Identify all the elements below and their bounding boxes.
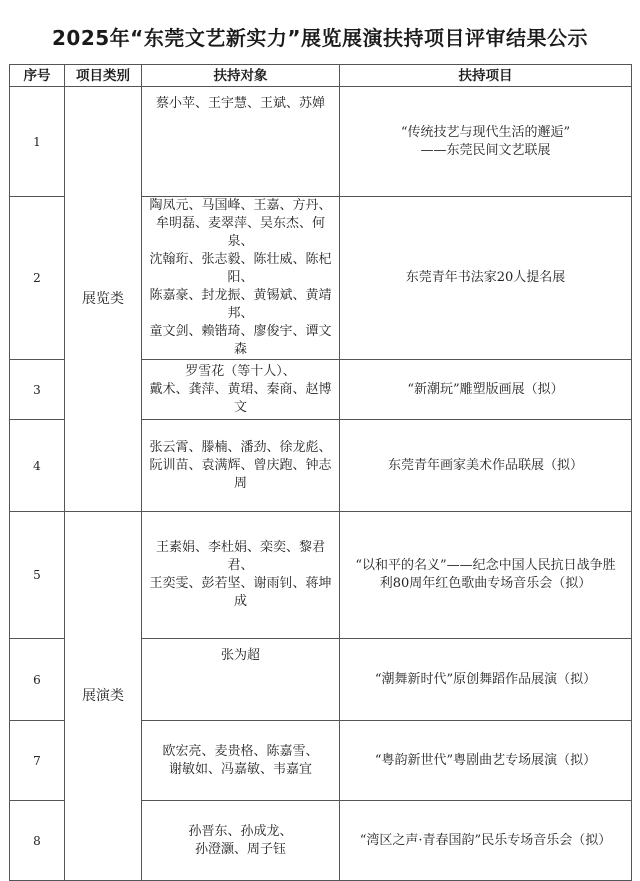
- results-table: [9, 64, 632, 881]
- category-exhibition: 展览类: [65, 87, 142, 512]
- header-recipients: 扶持对象: [142, 65, 340, 87]
- header-category: 项目类别: [65, 65, 142, 87]
- row-number: 5: [10, 512, 65, 639]
- project-cell: “湾区之声·青春国韵”民乐专场音乐会（拟）: [340, 801, 632, 881]
- page-title: 2025年“东莞文艺新实力”展览展演扶持项目评审结果公示: [52, 26, 588, 50]
- row-number: 6: [10, 639, 65, 721]
- recipients-cell: 王素娟、李杜娟、栾奕、黎君君、 王奕雯、彭若坚、谢雨钊、蒋坤成: [142, 512, 340, 639]
- table-row: [10, 512, 632, 639]
- header-no: 序号: [10, 65, 65, 87]
- project-cell: “潮舞新时代”原创舞蹈作品展演（拟）: [340, 639, 632, 721]
- header-project: 扶持项目: [340, 65, 632, 87]
- recipients-cell: 张为超: [142, 639, 340, 721]
- recipients-cell: 孙晋东、孙成龙、 孙澄灏、周子钰: [142, 801, 340, 881]
- project-cell: “以和平的名义”——纪念中国人民抗日战争胜 利80周年红色歌曲专场音乐会（拟）: [340, 512, 632, 639]
- recipients-cell: 欧宏亮、麦贵格、陈嘉雪、 谢敏如、冯嘉敏、韦嘉宜: [142, 721, 340, 801]
- table-header-row: [10, 65, 632, 87]
- table-row: [10, 87, 632, 197]
- row-number: 3: [10, 360, 65, 420]
- project-cell: “新潮玩”雕塑版画展（拟）: [340, 360, 632, 420]
- row-number: 8: [10, 801, 65, 881]
- project-cell: 东莞青年画家美术作品联展（拟）: [340, 420, 632, 512]
- category-performance: 展演类: [65, 512, 142, 881]
- recipients-cell: 陶凤元、马国峰、王嘉、方丹、 牟明磊、麦翠萍、吴东杰、何泉、 沈翰珩、张志毅、陈壮威、陈杞阳、 陈嘉豪、封龙振、黄锡斌、黄靖邦、 童文剑、赖锴琦、廖俊宇、谭文森: [142, 197, 340, 360]
- recipients-cell: 罗雪花（等十人）、 戴术、龚萍、黄珺、秦商、赵博文: [142, 360, 340, 420]
- row-number: 1: [10, 87, 65, 197]
- row-number: 4: [10, 420, 65, 512]
- project-cell: “粤韵新世代”粤剧曲艺专场展演（拟）: [340, 721, 632, 801]
- recipients-cell: 张云霄、滕楠、潘劲、徐龙彪、 阮训苗、袁满辉、曾庆跑、钟志周: [142, 420, 340, 512]
- row-number: 7: [10, 721, 65, 801]
- recipients-cell: 蔡小苹、王宇慧、王斌、苏婵: [142, 87, 340, 197]
- row-number: 2: [10, 197, 65, 360]
- project-cell: 东莞青年书法家20人提名展: [340, 197, 632, 360]
- project-cell: “传统技艺与现代生活的邂逅” ——东莞民间文艺联展: [340, 87, 632, 197]
